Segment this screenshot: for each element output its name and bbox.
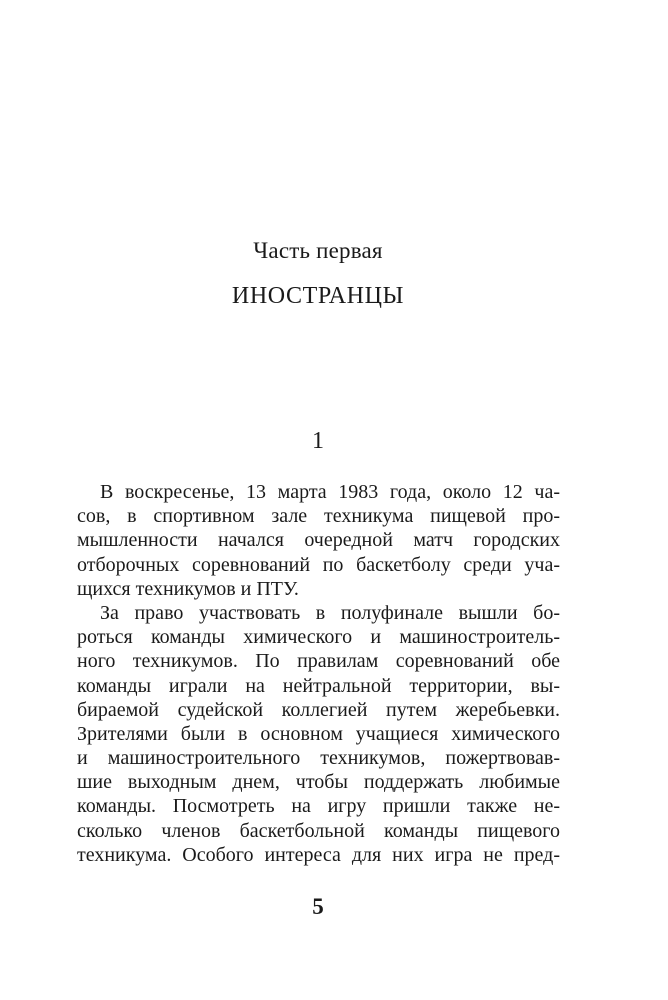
page-number: 5	[312, 894, 324, 919]
chapter-number: 1	[312, 428, 324, 454]
body-text	[77, 480, 560, 867]
part-label: Часть первая	[253, 238, 383, 263]
text-line: сов, в спортивном зале техникума пищевой про-	[77, 505, 560, 528]
text-line: команды. Посмотреть на игру пришли также не-	[77, 795, 560, 818]
text-line: роться команды химического и машиностроитель-	[77, 626, 560, 649]
text-line: техникума. Особого интереса для них игра не пред-	[77, 843, 560, 866]
text-line: отборочных соревнований по баскетболу среди уча-	[77, 553, 560, 576]
part-title: ИНОСТРАНЦЫ	[231, 283, 405, 309]
text-line: мышленности начался очередной матч городских	[77, 529, 560, 552]
text-line: Зрителями были в основном учащиеся химического	[77, 722, 560, 745]
text-line: За право участвовать в полуфинале вышли бо-	[100, 601, 560, 624]
text-line: команды играли на нейтральной территории, вы-	[77, 674, 560, 697]
text-line: шие выходным днем, чтобы поддержать любимые	[77, 771, 560, 794]
text-line: щихся техникумов и ПТУ.	[77, 577, 299, 600]
text-line: ного техникумов. По правилам соревнований обе	[77, 650, 560, 673]
text-line: бираемой судейской коллегией путем жеребьевки.	[77, 698, 560, 721]
text-line: В воскресенье, 13 марта 1983 года, около 12 ча-	[100, 481, 560, 503]
text-line: и машиностроительного техникумов, пожертвовав-	[77, 747, 560, 770]
text-line: сколько членов баскетбольной команды пищевого	[77, 819, 560, 842]
